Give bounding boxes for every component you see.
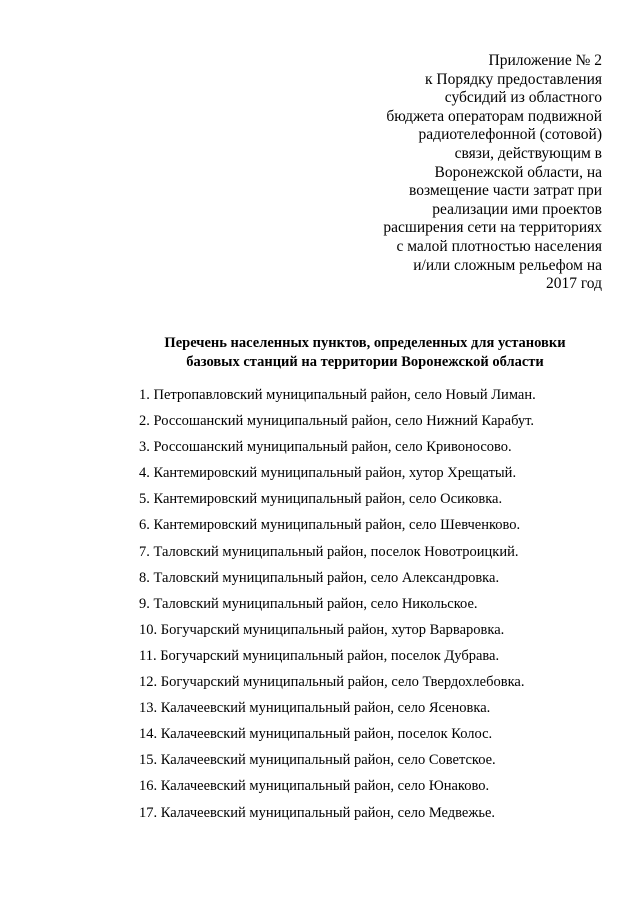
settlement-list <box>139 382 536 826</box>
appendix-line: реализации ими проектов <box>432 200 602 218</box>
appendix-header <box>342 52 602 294</box>
appendix-line: к Порядку предоставления <box>425 70 602 88</box>
list-item: 4. Кантемировский муниципальный район, хутор Хрещатый. <box>139 465 517 482</box>
document-title <box>130 334 600 371</box>
list-item: 9. Таловский муниципальный район, село Никольское. <box>139 595 478 612</box>
list-item: 5. Кантемировский муниципальный район, село Осиковка. <box>139 491 503 508</box>
appendix-line: возмещение части затрат при <box>409 182 602 200</box>
appendix-line: с малой плотностью населения <box>396 237 602 255</box>
list-item: 2. Россошанский муниципальный район, село Нижний Карабут. <box>139 413 535 430</box>
title-line: базовых станций на территории Воронежской области <box>186 353 544 370</box>
appendix-line: и/или сложным рельефом на <box>413 256 602 274</box>
appendix-line: расширения сети на территориях <box>383 219 602 237</box>
list-item: 13. Калачеевский муниципальный район, село Ясеновка. <box>139 700 491 717</box>
list-item: 15. Калачеевский муниципальный район, село Советское. <box>139 752 496 769</box>
title-line: Перечень населенных пунктов, определенных для установки <box>164 335 566 351</box>
list-item: 10. Богучарский муниципальный район, хутор Варваровка. <box>139 621 505 638</box>
list-item: 7. Таловский муниципальный район, поселок Новотроицкий. <box>139 543 519 560</box>
appendix-line: Приложение № 2 <box>488 52 602 69</box>
appendix-line: субсидий из областного <box>444 89 602 107</box>
list-item: 1. Петропавловский муниципальный район, село Новый Лиман. <box>139 387 536 403</box>
list-item: 16. Калачеевский муниципальный район, село Юнаково. <box>139 778 490 795</box>
list-item: 12. Богучарский муниципальный район, село Твердохлебовка. <box>139 674 525 691</box>
appendix-line: радиотелефонной (сотовой) <box>418 126 602 144</box>
list-item: 8. Таловский муниципальный район, село Александровка. <box>139 569 500 586</box>
list-item: 17. Калачеевский муниципальный район, село Медвежье. <box>139 804 496 821</box>
appendix-line: Воронежской области, на <box>434 163 602 181</box>
appendix-line: бюджета операторам подвижной <box>386 107 602 125</box>
appendix-line: связи, действующим в <box>454 144 602 162</box>
list-item: 14. Калачеевский муниципальный район, поселок Колос. <box>139 726 493 743</box>
list-item: 3. Россошанский муниципальный район, село Кривоносово. <box>139 439 512 456</box>
list-item: 6. Кантемировский муниципальный район, село Шевченково. <box>139 517 521 534</box>
appendix-line: 2017 год <box>545 275 602 293</box>
list-item: 11. Богучарский муниципальный район, поселок Дубрава. <box>139 647 500 664</box>
